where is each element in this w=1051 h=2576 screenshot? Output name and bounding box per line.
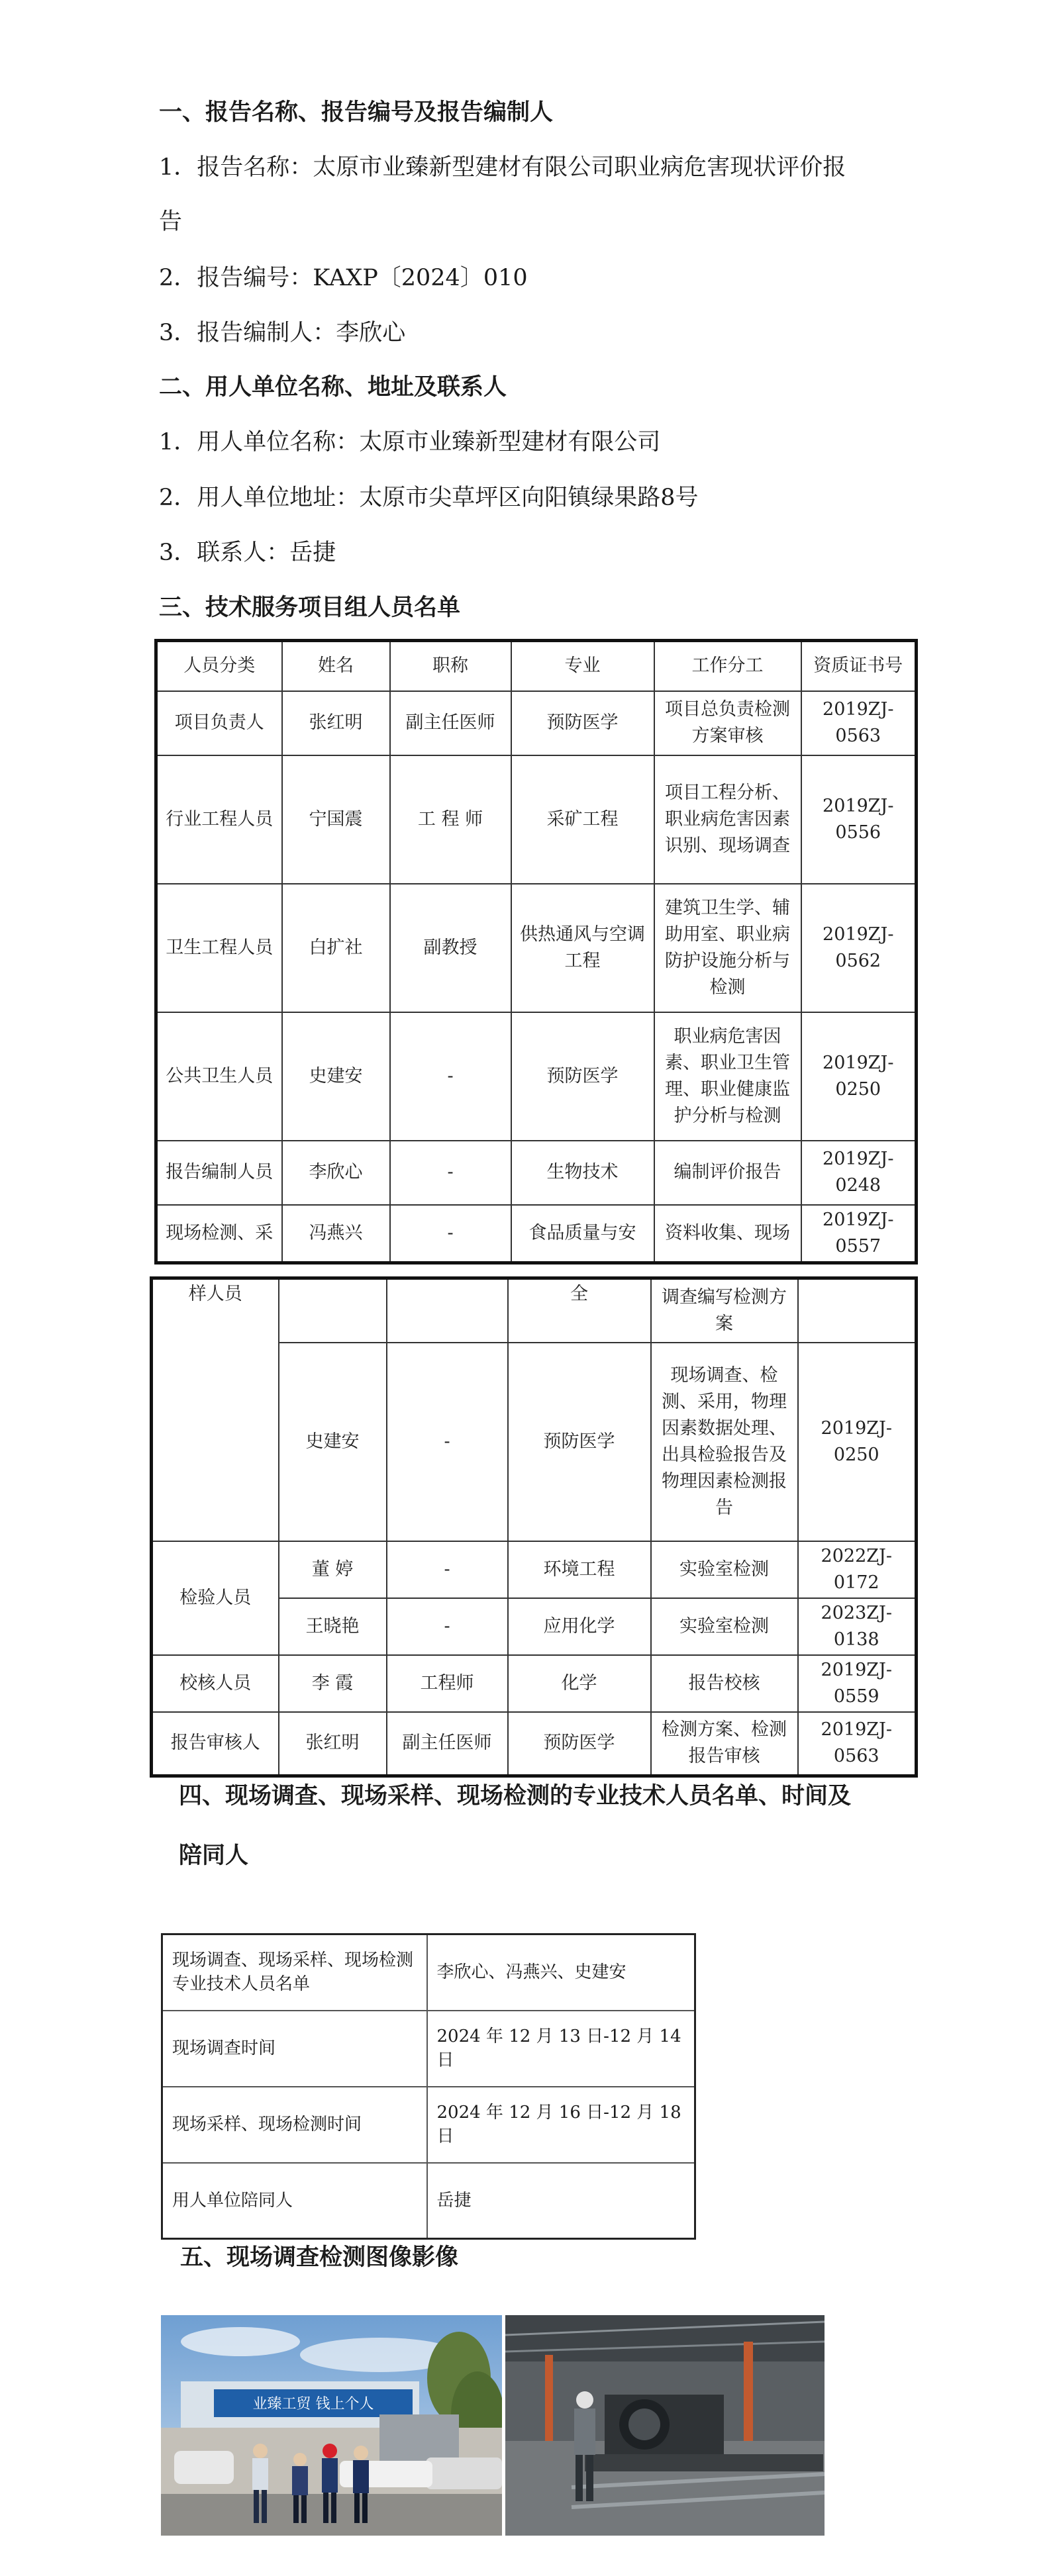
- cell-name: 史建安: [279, 1343, 387, 1541]
- section3-title: 三、技术服务项目组人员名单: [159, 594, 461, 621]
- cell-empty: [387, 1278, 508, 1343]
- cell-category: 行业工程人员: [156, 755, 282, 884]
- cell-category: 校核人员: [152, 1655, 279, 1712]
- contact-person: 3．联系人：岳捷: [159, 540, 336, 566]
- cell-name: 冯燕兴: [282, 1205, 390, 1263]
- cell-cert: 2019ZJ-0563: [801, 691, 917, 755]
- cell-empty: [798, 1278, 917, 1343]
- cell-title: -: [387, 1598, 508, 1655]
- cell-duty: 调查编写检测方案: [651, 1278, 798, 1343]
- table-row: [156, 1141, 917, 1205]
- cell-duty: 职业病危害因素、职业卫生管理、职业健康监护分析与检测: [654, 1012, 801, 1141]
- header-cert: 资质证书号: [801, 641, 917, 691]
- workshop-photo-image: [505, 2315, 825, 2536]
- cell-name: 李 霞: [279, 1655, 387, 1712]
- report-name-line2: 告: [159, 209, 183, 235]
- cell-major: 应用化学: [508, 1598, 651, 1655]
- cell-cert: 2019ZJ-0250: [798, 1343, 917, 1541]
- cell-name: 史建安: [282, 1012, 390, 1141]
- cell-title: 副教授: [390, 884, 511, 1012]
- cell-cert: 2019ZJ-0562: [801, 884, 917, 1012]
- cell-major: 预防医学: [508, 1712, 651, 1776]
- cell-major: 采矿工程: [511, 755, 654, 884]
- header-major: 专业: [511, 641, 654, 691]
- cell-name: 李欣心: [282, 1141, 390, 1205]
- table-row: [152, 1712, 917, 1776]
- cell-name: 白扩社: [282, 884, 390, 1012]
- table-row: [156, 884, 917, 1012]
- field-value: 李欣心、冯燕兴、史建安: [427, 1934, 695, 2011]
- cell-name: 张红明: [279, 1712, 387, 1776]
- section5-title: 五、现场调查检测图像影像: [180, 2244, 459, 2271]
- cell-cert: 2022ZJ-0172: [798, 1541, 917, 1598]
- cell-name: 董 婷: [279, 1541, 387, 1598]
- cell-major: 化学: [508, 1655, 651, 1712]
- cell-major: 环境工程: [508, 1541, 651, 1598]
- cell-category: 报告编制人员: [156, 1141, 282, 1205]
- unit-address: 2．用人单位地址：太原市尖草坪区向阳镇绿果路8号: [159, 485, 699, 511]
- table-row: [162, 2163, 695, 2239]
- cell-cert: 2019ZJ-0248: [801, 1141, 917, 1205]
- outdoor-photo-image: [161, 2315, 502, 2536]
- cell-name: 张红明: [282, 691, 390, 755]
- cell-duty: 实验室检测: [651, 1541, 798, 1598]
- cell-duty: 报告校核: [651, 1655, 798, 1712]
- cell-duty: 检测方案、检测报告审核: [651, 1712, 798, 1776]
- field-label: 用人单位陪同人: [162, 2163, 427, 2239]
- field-label: 现场调查时间: [162, 2011, 427, 2087]
- cell-duty: 现场调查、检测、采用，物理因素数据处理、出具检验报告及物理因素检测报告: [651, 1343, 798, 1541]
- cell-title: 工 程 师: [390, 755, 511, 884]
- cell-major: 预防医学: [511, 691, 654, 755]
- header-duty: 工作分工: [654, 641, 801, 691]
- cell-title: 副主任医师: [387, 1712, 508, 1776]
- section1-title: 一、报告名称、报告编号及报告编制人: [159, 99, 554, 126]
- cell-duty: 实验室检测: [651, 1598, 798, 1655]
- cell-title: -: [390, 1205, 511, 1263]
- field-value: 岳捷: [427, 2163, 695, 2239]
- cell-name: 王晓艳: [279, 1598, 387, 1655]
- table-row: [152, 1541, 917, 1598]
- staff-table-part1: [154, 639, 918, 1264]
- cell-duty: 项目工程分析、职业病危害因素识别、现场调查: [654, 755, 801, 884]
- table-row: [156, 1205, 917, 1263]
- header-category: 人员分类: [156, 641, 282, 691]
- table-row: [156, 1012, 917, 1141]
- cell-title: 工程师: [387, 1655, 508, 1712]
- site-photo-outdoor: [161, 2315, 502, 2536]
- cell-major: 生物技术: [511, 1141, 654, 1205]
- cell-major: 全: [508, 1278, 651, 1343]
- cell-category: 公共卫生人员: [156, 1012, 282, 1141]
- cell-cert: 2019ZJ-0557: [801, 1205, 917, 1263]
- table-row: [162, 2011, 695, 2087]
- cell-duty: 编制评价报告: [654, 1141, 801, 1205]
- cell-category: 检验人员: [152, 1541, 279, 1655]
- table-row: [156, 755, 917, 884]
- cell-cert: 2019ZJ-0250: [801, 1012, 917, 1141]
- table-row: [162, 2087, 695, 2163]
- table-header-row: [156, 641, 917, 691]
- cell-cert: 2019ZJ-0559: [798, 1655, 917, 1712]
- field-value: 2024 年 12 月 16 日-12 月 18 日: [427, 2087, 695, 2163]
- staff-table-part2: [150, 1276, 918, 1778]
- cell-major: 预防医学: [511, 1012, 654, 1141]
- section2-title: 二、用人单位名称、地址及联系人: [159, 373, 507, 401]
- cell-title: -: [387, 1343, 508, 1541]
- cell-major: 食品质量与安: [511, 1205, 654, 1263]
- table-row: [152, 1655, 917, 1712]
- cell-category: 现场检测、采: [156, 1205, 282, 1263]
- banner-text: 业臻工贸 钱上个人: [252, 2396, 374, 2412]
- cell-duty: 资料收集、现场: [654, 1205, 801, 1263]
- cell-title: 副主任医师: [390, 691, 511, 755]
- cell-major: 供热通风与空调工程: [511, 884, 654, 1012]
- cell-category: 卫生工程人员: [156, 884, 282, 1012]
- cell-duty: 建筑卫生学、辅助用室、职业病防护设施分析与检测: [654, 884, 801, 1012]
- header-title: 职称: [390, 641, 511, 691]
- field-work-table: [161, 1933, 696, 2240]
- cell-category: 项目负责人: [156, 691, 282, 755]
- cell-category: 样人员: [152, 1278, 279, 1541]
- field-value: 2024 年 12 月 13 日-12 月 14 日: [427, 2011, 695, 2087]
- table-row: [162, 1934, 695, 2011]
- cell-cert: 2019ZJ-0563: [798, 1712, 917, 1776]
- unit-name: 1．用人单位名称：太原市业臻新型建材有限公司: [159, 429, 661, 455]
- field-label: 现场调查、现场采样、现场检测专业技术人员名单: [162, 1934, 427, 2011]
- section4-title-line1: 四、现场调查、现场采样、现场检测的专业技术人员名单、时间及: [179, 1782, 852, 1809]
- cell-cert: 2023ZJ-0138: [798, 1598, 917, 1655]
- header-name: 姓名: [282, 641, 390, 691]
- report-author: 3．报告编制人：李欣心: [159, 320, 406, 346]
- cell-title: -: [390, 1141, 511, 1205]
- field-label: 现场采样、现场检测时间: [162, 2087, 427, 2163]
- cell-empty: [279, 1278, 387, 1343]
- cell-duty: 项目总负责检测方案审核: [654, 691, 801, 755]
- site-photo-workshop: [505, 2315, 825, 2536]
- cell-category: 报告审核人: [152, 1712, 279, 1776]
- cell-name: 宁国震: [282, 755, 390, 884]
- cell-cert: 2019ZJ-0556: [801, 755, 917, 884]
- table-row: [156, 691, 917, 755]
- cell-title: -: [387, 1541, 508, 1598]
- report-name-line1: 1．报告名称：太原市业臻新型建材有限公司职业病危害现状评价报: [159, 154, 846, 181]
- report-number: 2．报告编号：KAXP〔2024〕010: [159, 265, 528, 291]
- cell-title: -: [390, 1012, 511, 1141]
- section4-title-line2: 陪同人: [179, 1842, 249, 1869]
- cell-major: 预防医学: [508, 1343, 651, 1541]
- table-row: [152, 1278, 917, 1343]
